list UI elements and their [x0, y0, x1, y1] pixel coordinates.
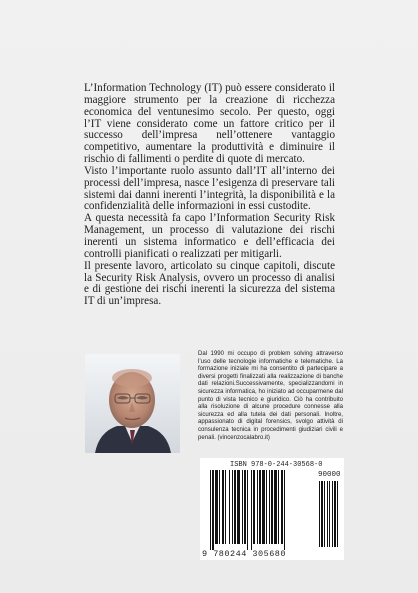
barcode-bar: [251, 470, 252, 550]
price-barcode-bar: [327, 481, 328, 547]
barcode-bar: [247, 470, 248, 550]
cover-paragraph-4: Il presente lavoro, articolato su cinque capitoli, discute la Security Risk Analysis, ovvero un processo di analisi e di gestione dei rischi inerenti la sicurezza del sistema IT di un’impresa.: [84, 259, 335, 308]
barcode-bar: [219, 470, 220, 544]
barcode-bar: [271, 470, 273, 544]
barcode-bar: [229, 470, 230, 544]
author-bio: Dal 1990 mi occupo di problem solving attraverso l’uso delle tecnologie informatiche e telematiche. La formazione iniziale mi ha consentito di partecipare a diversi progetti finalizzati alla realizzazione di banche dati relazioni.Successivamente, specializzandomi in sicurezza informatica, ho iniziato ad occuparmene dal punto di vista tecnico e giuridico. Ciò ha contribuito alla risoluzione di alcune procedure connesse alla sicurezza ed alla tutela dei dati personali. Inoltre, appassionato di digital forensics, svolgo attività di consulenza tecnica in procedimenti giudiziari civili e penali. (vincenzocalabro.it): [198, 351, 343, 441]
barcode-bar: [257, 470, 258, 544]
barcode-bar: [269, 470, 270, 544]
cover-description: [84, 83, 335, 308]
isbn-barcode: [208, 470, 316, 550]
cover-paragraph-1: L’Information Technology (IT) può essere considerato il maggiore strumento per la creazione di ricchezza economica del ventunesimo secolo. Per questo, oggi l’IT viene considerato come un fattore critico per il successo dell’impresa nell’ottenere vantaggio competitivo, aumentare la produttività e diminuire il rischio di fallimenti o perdite di quote di mercato.: [84, 82, 335, 166]
cover-paragraph-3: A questa necessità fa capo l’Information Security Risk Management, un processo di valutazione dei rischi inerenti un sistema informatico e dell’efficacia dei controlli pianificati o realizzati per mitigarli.: [84, 212, 335, 260]
price-barcode-bar: [329, 481, 330, 547]
price-barcode: [318, 481, 342, 551]
barcode-bar: [237, 470, 240, 544]
barcode-bar: [244, 470, 246, 544]
author-photo: [85, 354, 180, 453]
barcode-bar: [259, 470, 261, 544]
price-barcode-bar: [324, 481, 325, 547]
barcode-bar: [284, 470, 285, 550]
price-barcode-bar: [319, 481, 320, 547]
price-barcode-bar: [321, 481, 323, 547]
barcode-bar: [232, 470, 233, 544]
barcode-bar: [222, 470, 224, 544]
barcode-bar: [210, 470, 211, 550]
cover-paragraph-2: Visto l’importante ruolo assunto dall’IT all’interno dei processi dell’impresa, nasce l’esigenza di preservare tali sistemi dai danni inerenti l’integrità, la disponibilità e la confidenzialità delle informazioni in essi custodite.: [84, 164, 335, 213]
barcode-bar: [262, 470, 265, 544]
price-code: 90000: [318, 471, 341, 479]
barcode-bar: [278, 470, 279, 544]
barcode-bar: [281, 470, 283, 544]
barcode-bar: [225, 470, 226, 544]
barcode-bar: [242, 470, 243, 544]
barcode-bar: [274, 470, 277, 544]
price-barcode-bar: [334, 481, 336, 547]
barcode-digits: 9 780244 305680: [202, 549, 287, 559]
barcode-bar: [253, 470, 255, 544]
price-barcode-bar: [332, 481, 333, 547]
barcode-bar: [266, 470, 267, 544]
price-barcode-bar: [337, 481, 338, 547]
barcode-bar: [215, 470, 218, 544]
isbn-label: ISBN 978-0-244-30568-0: [230, 461, 323, 469]
barcode-bar: [212, 470, 214, 550]
barcode-bar: [234, 470, 236, 544]
